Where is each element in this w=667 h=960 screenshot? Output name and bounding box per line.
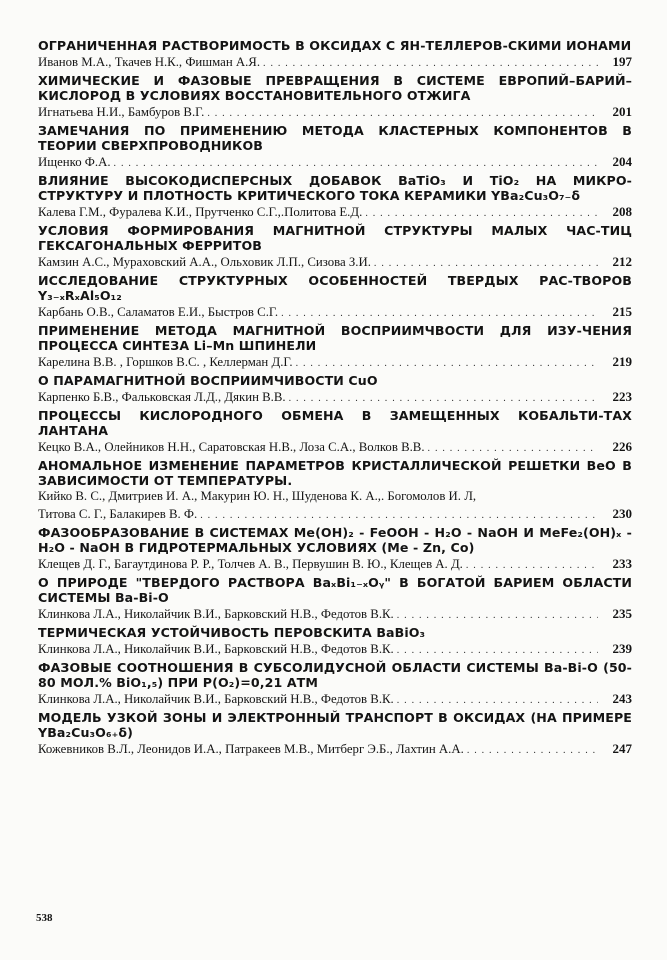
entry-page-number: 215 (612, 304, 632, 319)
entry-title: О ПАРАМАГНИТНОЙ ВОСПРИИМЧИВОСТИ CuO (38, 373, 378, 388)
entry-title: ПРОЦЕССЫ КИСЛОРОДНОГО ОБМЕНА В ЗАМЕЩЕННЫХ КОБАЛЬТИ-ТАХ ЛАНТАНА (38, 408, 632, 438)
toc-entry (38, 73, 632, 122)
entry-title: ИССЛЕДОВАНИЕ СТРУКТУРНЫХ ОСОБЕННОСТЕЙ ТВЕРДЫХ РАС-ТВОРОВ Y₃₋ₓRₓAl₅O₁₂ (38, 273, 632, 303)
toc-entry (38, 273, 632, 322)
entry-authors: Кецко В.А., Олейников Н.Н., Саратовская Н.В., Лоза С.А., Волков В.В. (38, 440, 425, 454)
toc-entry (38, 323, 632, 372)
entry-authors: Камзин А.С., Мураховский А.А., Ольховик Л.П., Сизова З.И. (38, 255, 371, 269)
entry-title: ФАЗООБРАЗОВАНИЕ В СИСТЕМАХ Me(OH)₂ - FeOOH - H₂O - NaOH И MeFe₂(OH)ₓ - H₂O - NaOH В ГИДРОТЕРМАЛЬНЫХ УСЛОВИЯХ (Me - Zn, Co) (38, 525, 632, 555)
entry-page-number: 239 (612, 641, 632, 656)
entry-authors-first-line: Кийко В. С., Дмитриев И. А., Макурин Ю. Н., Шуденова К. А.,. Богомолов И. Л, (38, 489, 477, 503)
leader-dots (397, 642, 598, 659)
entry-page-number: 212 (612, 254, 632, 269)
entry-authors: Карпенко Б.В., Фальковская Л.Д., Дякин В.В. (38, 390, 286, 404)
entry-title: ЗАМЕЧАНИЯ ПО ПРИМЕНЕНИЮ МЕТОДА КЛАСТЕРНЫХ КОМПОНЕНТОВ В ТЕОРИИ СВЕРХПРОВОДНИКОВ (38, 123, 632, 153)
leader-dots (397, 692, 598, 709)
entry-page-number: 201 (612, 104, 632, 119)
leader-dots (397, 607, 598, 624)
entry-page-number: 226 (612, 439, 632, 454)
entry-page-number: 235 (612, 606, 632, 621)
page-number-footer: 538 (36, 912, 53, 924)
entry-title: ХИМИЧЕСКИЕ И ФАЗОВЫЕ ПРЕВРАЩЕНИЯ В СИСТЕМЕ ЕВРОПИЙ–БАРИЙ–КИСЛОРОД В УСЛОВИЯХ ВОССТАНОВИТЕЛЬНОГО ОТЖИГА (38, 73, 632, 103)
entry-title: УСЛОВИЯ ФОРМИРОВАНИЯ МАГНИТНОЙ СТРУКТУРЫ МАЛЫХ ЧАС-ТИЦ ГЕКСАГОНАЛЬНЫХ ФЕРРИТОВ (38, 223, 632, 253)
leader-dots (296, 355, 598, 372)
entry-page-number: 230 (612, 506, 632, 521)
entry-page-number: 243 (612, 691, 632, 706)
leader-dots (467, 742, 598, 759)
toc-entry (38, 710, 632, 759)
entry-authors: Карелина В.В. , Горшков В.С. , Келлерман Д.Г. (38, 355, 293, 369)
entry-title: МОДЕЛЬ УЗКОЙ ЗОНЫ И ЭЛЕКТРОННЫЙ ТРАНСПОРТ В ОКСИДАХ (НА ПРИМЕРЕ YBa₂Cu₃O₆₊δ) (38, 710, 632, 740)
entry-page-number: 247 (612, 741, 632, 756)
entry-page-number: 219 (612, 354, 632, 369)
entry-authors: Калева Г.М., Фуралева К.И., Прутченко С.Г.,.Политова Е.Д. (38, 205, 363, 219)
toc-entry (38, 38, 632, 72)
table-of-contents (38, 38, 632, 760)
leader-dots (207, 105, 598, 122)
entry-page-number: 223 (612, 389, 632, 404)
leader-dots (263, 55, 598, 72)
leader-dots (281, 305, 598, 322)
entry-authors: Клинкова Л.А., Николайчик В.И., Барковский Н.В., Федотов В.К. (38, 692, 394, 706)
leader-dots (200, 507, 598, 524)
entry-page-number: 208 (612, 204, 632, 219)
toc-entry (38, 660, 632, 709)
entry-authors: Титова С. Г., Балакирев В. Ф. (38, 507, 198, 521)
entry-page-number: 204 (612, 154, 632, 169)
toc-entry (38, 223, 632, 272)
toc-entry (38, 408, 632, 457)
entry-authors: Клинкова Л.А., Николайчик В.И., Барковский Н.В., Федотов В.К. (38, 642, 394, 656)
entry-authors: Клещев Д. Г., Багаутдинова Р. Р., Толчев А. В., Первушин В. Ю., Клещев А. Д. (38, 557, 463, 571)
entry-title: АНОМАЛЬНОЕ ИЗМЕНЕНИЕ ПАРАМЕТРОВ КРИСТАЛЛИЧЕСКОЙ РЕШЕТКИ BeO В ЗАВИСИМОСТИ ОТ ТЕМПЕРАТУРЫ. (38, 458, 632, 488)
entry-title: ВЛИЯНИЕ ВЫСОКОДИСПЕРСНЫХ ДОБАВОК BaTiO₃ И TiO₂ НА МИКРО-СТРУКТУРУ И ПЛОТНОСТЬ КРИТИЧЕСКОГО ТОКА КЕРАМИКИ YBa₂Cu₃O₇₋δ (38, 173, 632, 203)
toc-entry (38, 123, 632, 172)
entry-title: ТЕРМИЧЕСКАЯ УСТОЙЧИВОСТЬ ПЕРОВСКИТА BaBiO₃ (38, 625, 426, 640)
entry-title: ОГРАНИЧЕННАЯ РАСТВОРИМОСТЬ В ОКСИДАХ С ЯН-ТЕЛЛЕРОВ-СКИМИ ИОНАМИ (38, 38, 632, 53)
toc-entry (38, 373, 632, 407)
leader-dots (374, 255, 598, 272)
leader-dots (114, 155, 598, 172)
entry-page-number: 197 (612, 54, 632, 69)
entry-authors: Клинкова Л.А., Николайчик В.И., Барковский Н.В., Федотов В.К. (38, 607, 394, 621)
toc-entry (38, 458, 632, 524)
entry-authors: Ищенко Ф.А. (38, 155, 111, 169)
leader-dots (466, 557, 598, 574)
toc-entry (38, 525, 632, 574)
entry-authors: Кожевников В.Л., Леонидов И.А., Патракеев М.В., Митберг Э.Б., Лахтин А.А. (38, 742, 464, 756)
entry-title: О ПРИРОДЕ "ТВЕРДОГО РАСТВОРА BaₓBi₁₋ₓOᵧ" В БОГАТОЙ БАРИЕМ ОБЛАСТИ СИСТЕМЫ Ba-Bi-O (38, 575, 632, 605)
entry-title: ФАЗОВЫЕ СООТНОШЕНИЯ В СУБСОЛИДУСНОЙ ОБЛАСТИ СИСТЕМЫ Ba-Bi-O (50-80 МОЛ.% BiO₁,₅) ПРИ P(O₂)=0,21 АТМ (38, 660, 632, 690)
leader-dots (428, 440, 598, 457)
entry-authors: Карбань О.В., Саламатов Е.И., Быстров С.Г. (38, 305, 279, 319)
entry-authors: Иванов М.А., Ткачев Н.К., Фишман А.Я. (38, 55, 261, 69)
entry-page-number: 233 (612, 556, 632, 571)
toc-entry (38, 173, 632, 222)
entry-authors: Игнатьева Н.И., Бамбуров В.Г. (38, 105, 205, 119)
toc-entry (38, 625, 632, 659)
entry-title: ПРИМЕНЕНИЕ МЕТОДА МАГНИТНОЙ ВОСПРИИМЧВОСТИ ДЛЯ ИЗУ-ЧЕНИЯ ПРОЦЕССА СИНТЕЗА Li–Mn ШПИНЕЛИ (38, 323, 632, 353)
leader-dots (289, 390, 598, 407)
toc-entry (38, 575, 632, 624)
leader-dots (365, 205, 598, 222)
